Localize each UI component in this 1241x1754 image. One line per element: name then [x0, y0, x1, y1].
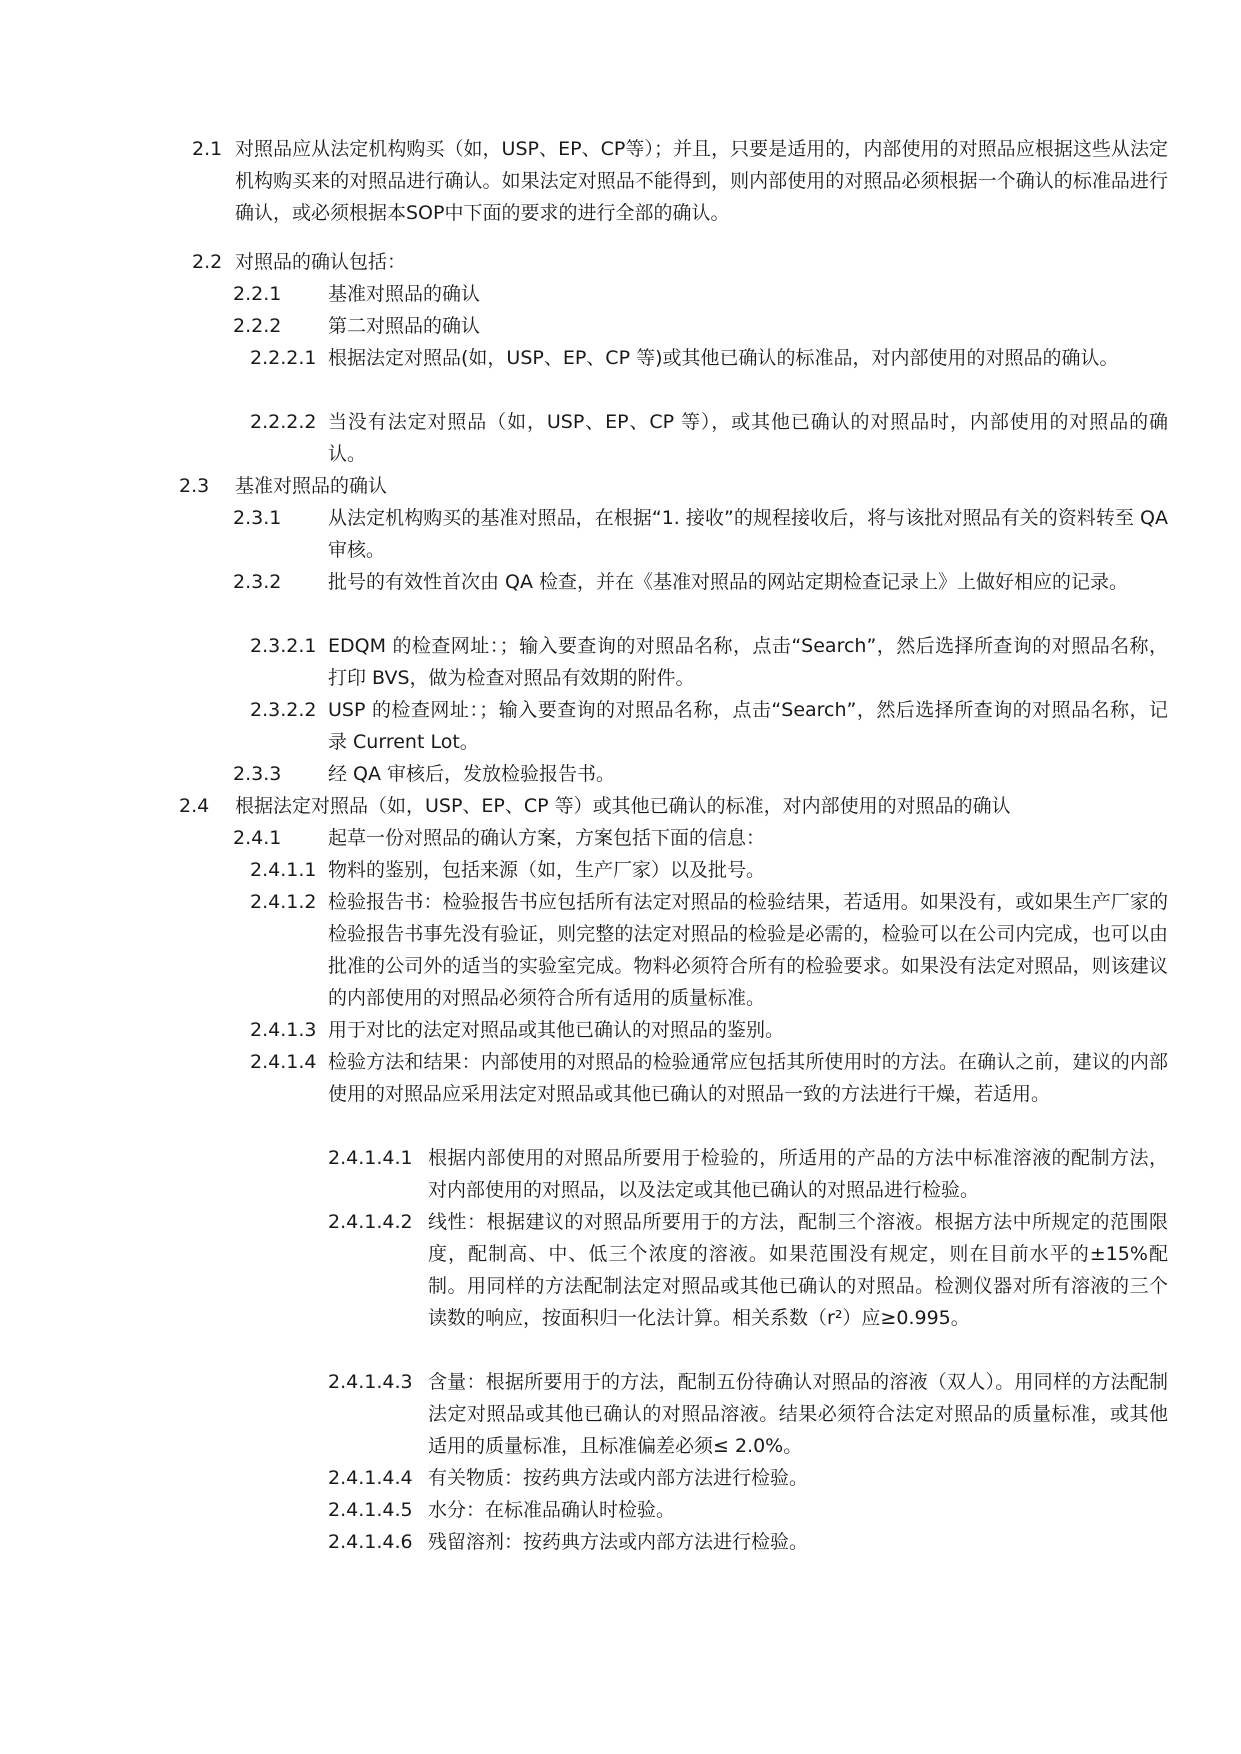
section-number: 2.2.1: [233, 283, 282, 305]
section-number: 2.3.2.1: [250, 635, 317, 657]
section-2-2-2: [0, 310, 1168, 342]
section-2-2-2-2: [0, 406, 1168, 470]
section-text: 根据法定对照品（如，USP、EP、CP 等）或其他已确认的标准，对内部使用的对照品的确认: [235, 795, 1011, 817]
section-text: 从法定机构购买的基准对照品，在根据“1. 接收”的规程接收后，将与该批对照品有关的资料转至 QA 审核。: [328, 507, 1168, 561]
section-2-3-2-2: [0, 694, 1168, 758]
section-2-4-1-4-1: [0, 1142, 1168, 1206]
section-2-4-1-4-5: [0, 1494, 1168, 1526]
section-2-3-2-1: [0, 630, 1168, 694]
section-number: 2.2.2.2: [250, 411, 317, 433]
section-number: 2.2.2.1: [250, 347, 317, 369]
section-text: 经 QA 审核后，发放检验报告书。: [328, 763, 616, 785]
section-2-4-1-4-2: [0, 1206, 1168, 1366]
section-2-4-1-2: [0, 886, 1168, 1014]
section-number: 2.3.2: [233, 571, 282, 593]
section-2-4-1-4: [0, 1046, 1168, 1142]
section-number: 2.2.2: [233, 315, 282, 337]
section-2-4-1-3: [0, 1014, 1168, 1046]
section-number: 2.4: [179, 795, 210, 817]
section-number: 2.4.1.4.1: [328, 1147, 413, 1169]
section-2-1: [0, 133, 1168, 229]
section-number: 2.3.1: [233, 507, 282, 529]
section-2-4-1-4-6: [0, 1526, 1168, 1558]
section-2-4-1-4-3: [0, 1366, 1168, 1462]
section-number: 2.4.1.4.4: [328, 1467, 413, 1489]
section-text: 对照品的确认包括：: [235, 251, 407, 273]
section-text: 残留溶剂：按药典方法或内部方法进行检验。: [428, 1531, 809, 1553]
section-2-2-1: [0, 278, 1168, 310]
section-number: 2.4.1.2: [250, 891, 317, 913]
section-text: 含量：根据所要用于的方法，配制五份待确认对照品的溶液（双人）。用同样的方法配制法定对照品或其他已确认的对照品溶液。结果必须符合法定对照品的质量标准，或其他适用的质量标准，且标准偏差必须≤ 2.0%。: [428, 1371, 1168, 1457]
section-text: 根据法定对照品(如，USP、EP、CP 等)或其他已确认的标准品，对内部使用的对照品的确认。: [328, 347, 1119, 369]
section-2-4-1: [0, 822, 1168, 854]
section-text: 有关物质：按药典方法或内部方法进行检验。: [428, 1467, 809, 1489]
section-2-3: [0, 470, 1168, 502]
section-number: 2.4.1: [233, 827, 282, 849]
section-text: 用于对比的法定对照品或其他已确认的对照品的鉴别。: [328, 1019, 785, 1041]
section-2-3-3: [0, 758, 1168, 790]
section-text: USP 的检查网址：；输入要查询的对照品名称，点击“Search”，然后选择所查询的对照品名称，记录 Current Lot。: [328, 699, 1168, 753]
section-2-3-1: [0, 502, 1168, 566]
section-number: 2.4.1.3: [250, 1019, 317, 1041]
section-number: 2.4.1.4.2: [328, 1211, 413, 1233]
section-number: 2.3.3: [233, 763, 282, 785]
section-text: EDQM 的检查网址：；输入要查询的对照品名称，点击“Search”，然后选择所查询的对照品名称，打印 BVS，做为检查对照品有效期的附件。: [328, 635, 1168, 689]
section-number: 2.4.1.4.5: [328, 1499, 413, 1521]
section-text: 基准对照品的确认: [235, 475, 388, 497]
section-2-4-1-1: [0, 854, 1168, 886]
section-2-3-2: [0, 566, 1168, 630]
section-number: 2.3.2.2: [250, 699, 317, 721]
section-number: 2.4.1.4.3: [328, 1371, 413, 1393]
section-text: 物料的鉴别，包括来源（如，生产厂家）以及批号。: [328, 859, 766, 881]
section-text: 起草一份对照品的确认方案，方案包括下面的信息：: [328, 827, 766, 849]
section-text: 水分：在标准品确认时检验。: [428, 1499, 676, 1521]
section-text: 检验报告书：检验报告书应包括所有法定对照品的检验结果，若适用。如果没有，或如果生产厂家的检验报告书事先没有验证，则完整的法定对照品的检验是必需的，检验可以在公司内完成，也可以由批准的公司外的适当的实验室完成。物料必须符合所有的检验要求。如果没有法定对照品，则该建议的内部使用的对照品必须符合所有适用的质量标准。: [328, 891, 1168, 1009]
section-text: 当没有法定对照品（如，USP、EP、CP 等），或其他已确认的对照品时，内部使用的对照品的确认。: [328, 411, 1168, 465]
section-text: 线性：根据建议的对照品所要用于的方法，配制三个溶液。根据方法中所规定的范围限度，配制高、中、低三个浓度的溶液。如果范围没有规定，则在目前水平的±15%配制。用同样的方法配制法定对照品或其他已确认的对照品。检测仪器对所有溶液的三个读数的响应，按面积归一化法计算。相关系数（r²）应≥0.995。: [428, 1211, 1168, 1329]
section-2-2: [0, 246, 1168, 278]
section-text: 根据内部使用的对照品所要用于检验的，所适用的产品的方法中标准溶液的配制方法，对内部使用的对照品，以及法定或其他已确认的对照品进行检验。: [428, 1147, 1168, 1201]
section-2-2-2-1: [0, 342, 1168, 406]
section-number: 2.4.1.4: [250, 1051, 317, 1073]
section-number: 2.2: [192, 251, 223, 273]
section-2-4-1-4-4: [0, 1462, 1168, 1494]
section-number: 2.4.1.4.6: [328, 1531, 413, 1553]
section-number: 2.3: [179, 475, 210, 497]
section-text: 基准对照品的确认: [328, 283, 481, 305]
section-text: 第二对照品的确认: [328, 315, 481, 337]
section-text: 批号的有效性首次由 QA 检查，并在《基准对照品的网站定期检查记录上》上做好相应的记录。: [328, 571, 1129, 593]
section-text: 检验方法和结果：内部使用的对照品的检验通常应包括其所使用时的方法。在确认之前，建议的内部使用的对照品应采用法定对照品或其他已确认的对照品一致的方法进行干燥，若适用。: [328, 1051, 1168, 1105]
section-text: 对照品应从法定机构购买（如，USP、EP、CP等）；并且，只要是适用的，内部使用的对照品应根据这些从法定机构购买来的对照品进行确认。如果法定对照品不能得到，则内部使用的对照品必须根据一个确认的标准品进行确认，或必须根据本SOP中下面的要求的进行全部的确认。: [235, 138, 1168, 224]
section-number: 2.4.1.1: [250, 859, 317, 881]
section-2-4: [0, 790, 1168, 822]
section-number: 2.1: [192, 138, 223, 160]
